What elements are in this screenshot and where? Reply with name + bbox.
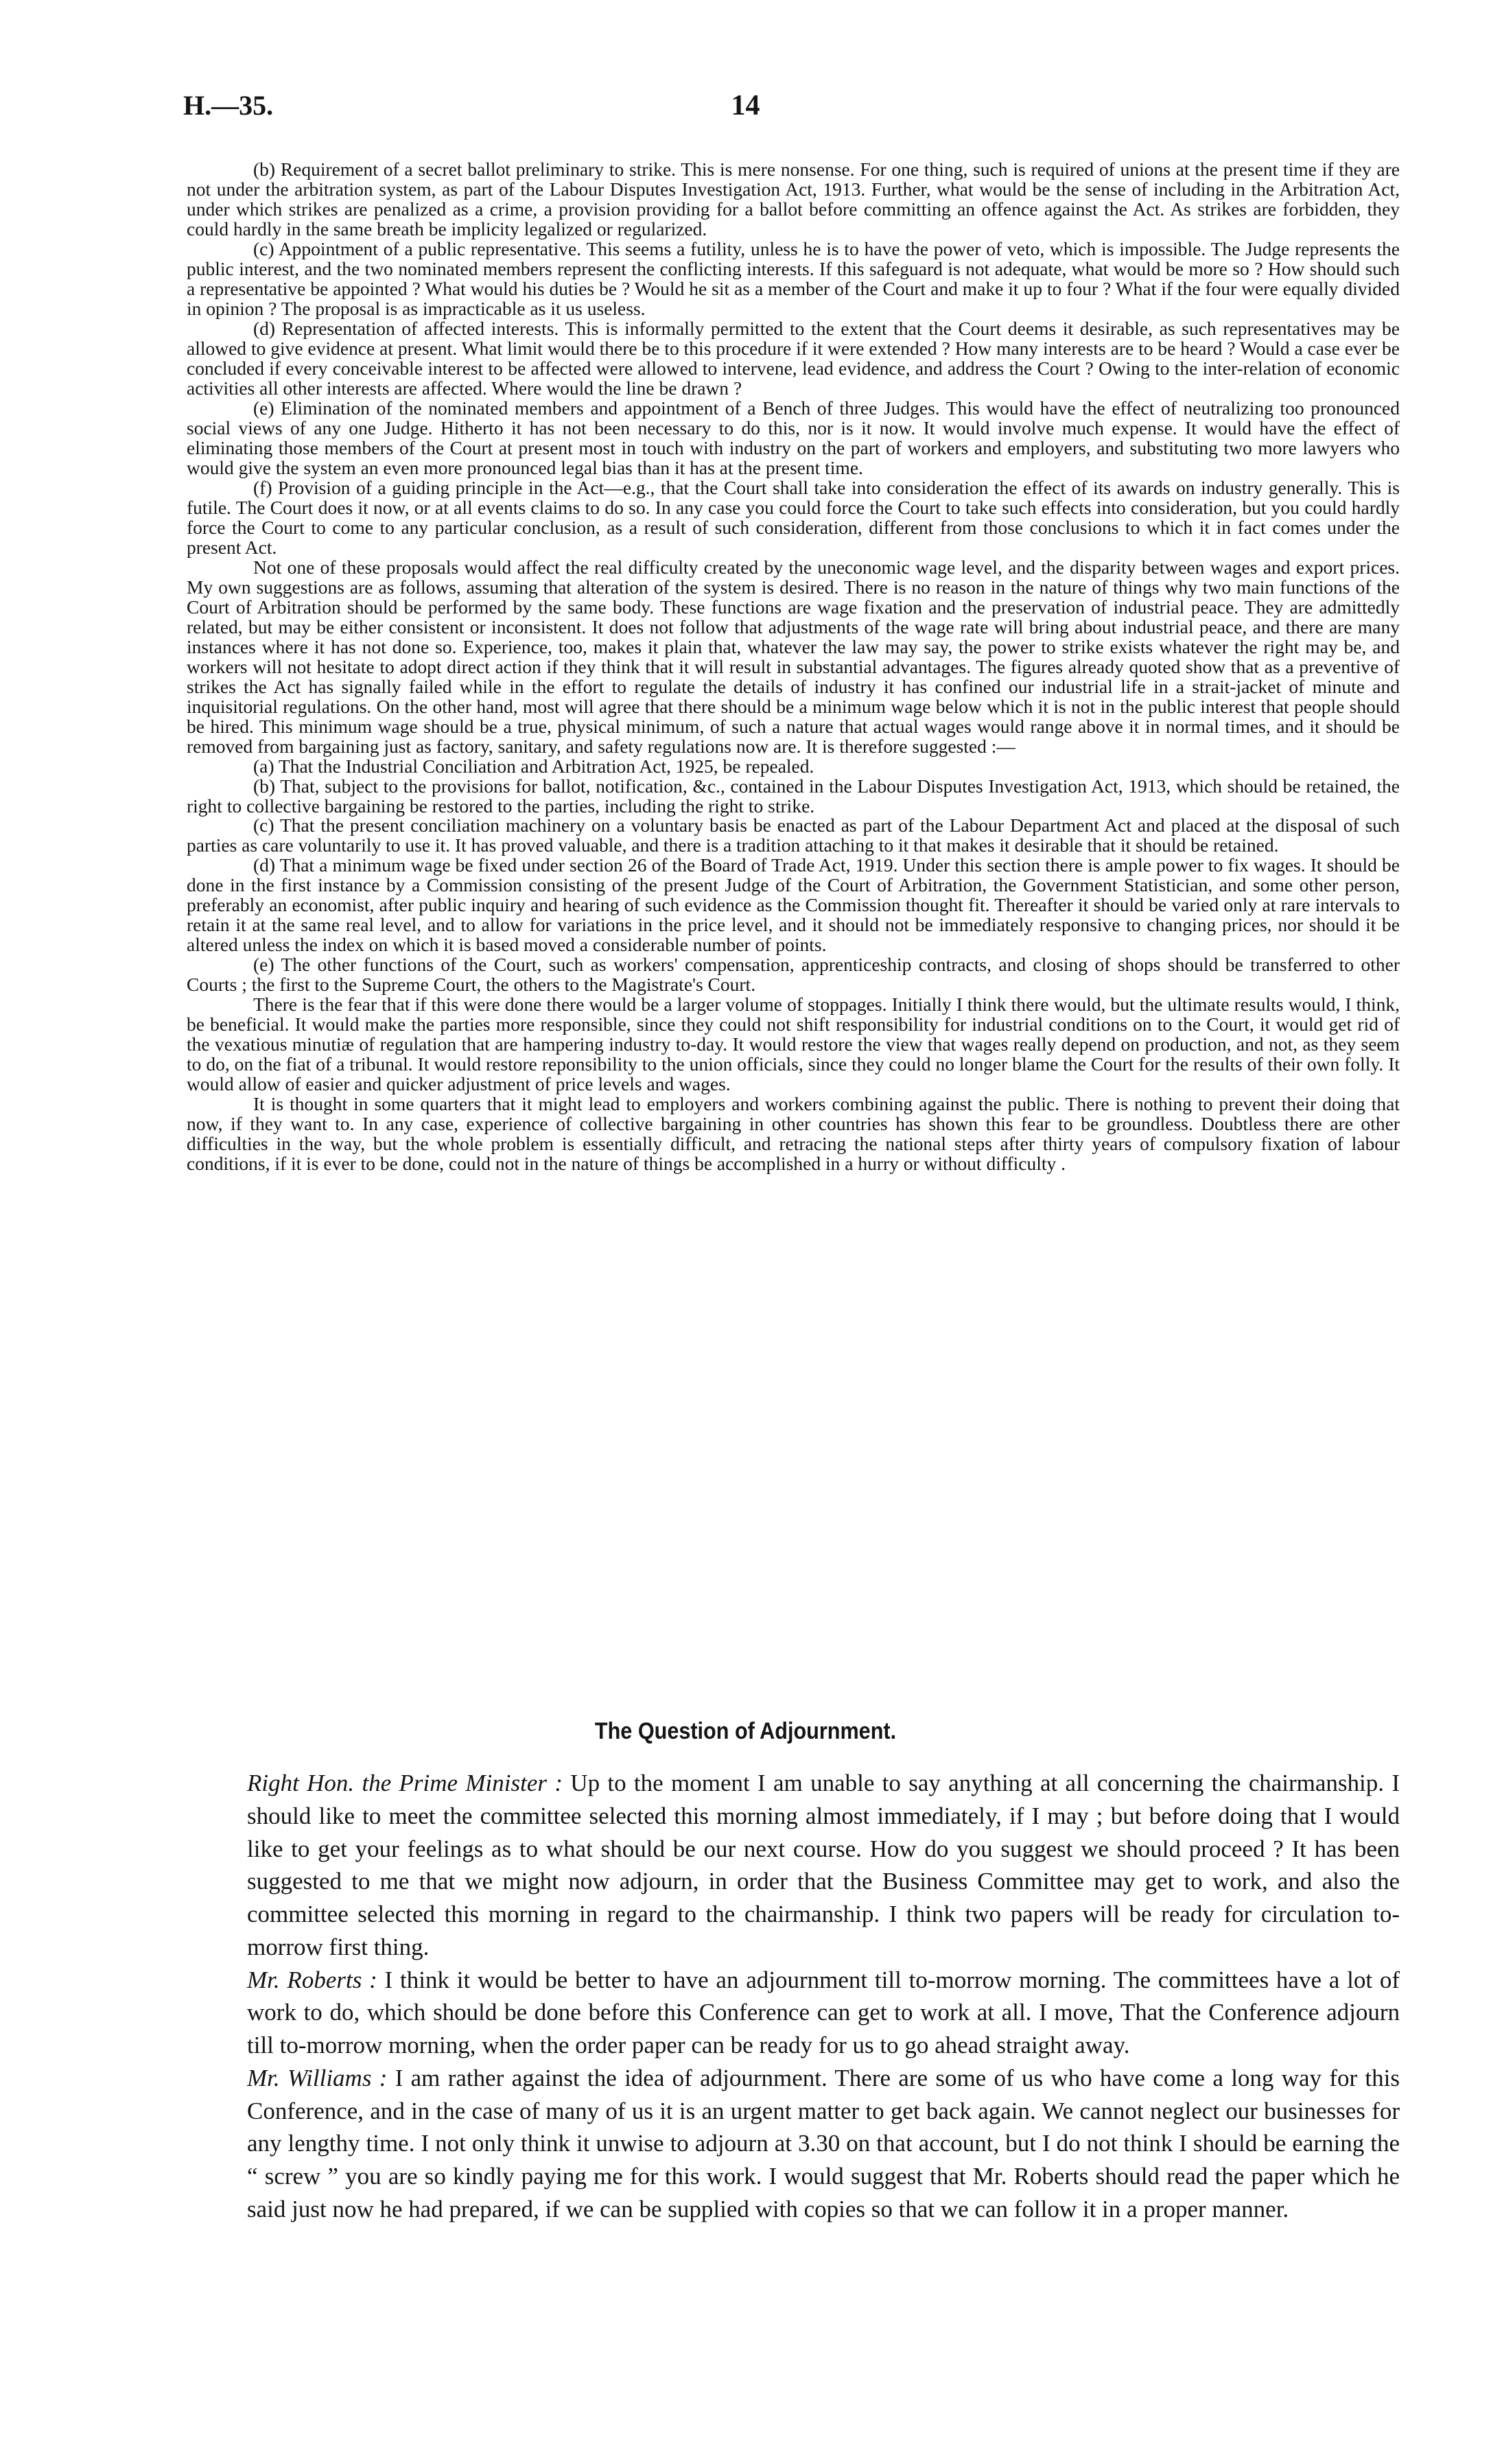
paragraph: (c) That the present conciliation machinery on a voluntary basis be enacted as part of the Labour Department Act and placed at the disposal of such parties as care voluntarily to use it. It has proved valuable, and there is a tradition attaching to it that makes it desirable that it should be retained. [187,814,1400,856]
paragraph: (b) Requirement of a secret ballot preliminary to strike. This is mere nonsense. For one thing, such is required of unions at the present time if they are not under the arbitration system, as part of the Labour Disputes Investigation Act, 1913. Further, what would be the sense of including in the Arbitration Act, under which strikes are penalized as a crime, a provision providing for a ballot before committing an offence against the Act. As strikes are forbidden, they could hardly in the same breath be implicity legalized or regularized. [187,159,1400,239]
speaker-name: Right Hon. the Prime Minister : [247,1770,563,1796]
evidence-text [187,159,1400,1173]
paragraph: (b) That, subject to the provisions for ballot, notification, &c., contained in the Labour Disputes Investigation Act, 1913, which should be retained, the right to collective bargaining be restored to the parties, including the right to strike. [187,775,1400,817]
paragraph: (f) Provision of a guiding principle in the Act—e.g., that the Court shall take into consideration the effect of its awards on industry generally. This is futile. The Court does it now, or at all events claims to do so. In any case you could force the Court to take such effects into consideration, but you could hardly force the Court to come to any particular conclusion, as a result of such consideration, different from those conclusions to which it in fact comes under the present Act. [187,476,1400,558]
speech [247,1767,1400,1964]
document-reference: H.—35. [183,90,274,121]
section-heading: The Question of Adjournment. [594,1718,897,1744]
paragraph: (d) Representation of affected interests. This is informally permitted to the extent that the Court deems it desirable, as such representatives may be allowed to give evidence at present. What limit would there be to this procedure if it were extended ? How many interests are to be heard ? Would a case ever be concluded if every conceivable interest to be affected were allowed to intervene, lead evidence, and address the Court ? Owing to the inter-relation of economic activities all other interests are affected. Where would the line be drawn ? [187,317,1400,399]
speaker-name: Mr. Williams : [247,2064,388,2091]
running-head [183,89,1308,130]
paragraph: (a) That the Industrial Conciliation and Arbitration Act, 1925, be repealed. [253,755,814,777]
paragraph: (c) Appointment of a public representative. This seems a futility, unless he is to have the power of veto, which is impossible. The Judge represents the public interest, and the two nominated members represent the conflicting interests. If this safeguard is not adequate, what would be more so ? How should such a representative be appointed ? What would his duties be ? Would he sit as a member of the Court and make it up to four ? What if the four were equally divided in opinion ? The proposal is as impracticable as it us useless. [187,237,1400,319]
paragraph: There is the fear that if this were done there would be a larger volume of stoppages. Initially I think there would, but the ultimate results would, I think, be beneficial. It would make the parties more responsible, since they could not shift responsibility for industrial conditions on to the Court, it would get rid of the vexatious minutiæ of regulation that are hampering industry to-day. It would restore the view that wages really depend on production, and not, as they seem to do, on the fiat of a tribunal. It would restore reponsibility to the union officials, since they could no longer blame the Court for the results of their own folly. It would allow of easier and quicker adjustment of price levels and wages. [187,994,1400,1095]
speaker-name: Mr. Roberts : [247,1966,377,1993]
paragraph: (e) The other functions of the Court, such as workers' compensation, apprenticeship contracts, and closing of shops should be transferred to other Courts ; the first to the Supreme Court, the others to the Magistrate's Court. [187,954,1400,996]
paragraph: Not one of these proposals would affect the real difficulty created by the uneconomic wage level, and the disparity between wages and export prices. My own suggestions are as follows, assuming that alteration of the system is desired. There is no reason in the nature of things why two main functions of the Court of Arbitration should be performed by the same body. These functions are wage fixation and the preservation of industrial peace. They are admittedly related, but may be either consistent or inconsistent. It does not follow that adjustments of the wage rate will bring about industrial peace, and there are many instances where it has not done so. Experience, too, makes it plain that, whatever the law may say, the power to strike exists whatever the right may be, and workers will not hesitate to adopt direct action if they think that it will result in substantial advantages. The figures already quoted show that as a preventive of strikes the Act has signally failed while in the effort to regulate the details of industry it has confined our industrial life in a strait-jacket of minute and inquisitorial regulations. On the other hand, most will agree that there should be a minimum wage below which it is not in the public interest that people should be hired. This minimum wage should be a true, physical minimum, of such a nature that actual wages would range above it in normal times, and it should be removed from bargaining just as factory, sanitary, and safety regulations now are. It is therefore suggested :— [187,556,1400,757]
page-number: 14 [731,90,760,121]
paragraph: (d) That a minimum wage be fixed under section 26 of the Board of Trade Act, 1919. Under this section there is ample power to fix wages. It should be done in the first instance by a Commission consisting of the present Judge of the Court of Arbitration, the Government Statistician, and some other person, preferably an economist, after public inquiry and hearing of such evidence as the Commission thought fit. Thereafter it should be varied only at rare intervals to retain it at the same real level, and to allow for variations in the price level, and it should not be immediately responsive to changing prices, nor should it be altered unless the index on which it is based moved a considerable number of points. [187,854,1400,956]
speech-text: I think it would be better to have an adjournment till to-morrow morning. The committees have a lot of work to do, which should be done before this Conference can get to work at all. I move, That the Conference adjourn till to-morrow morning, when the order paper can be ready for us to go ahead straight away. [247,1966,1400,2059]
speech [247,1964,1400,2062]
paragraph: It is thought in some quarters that it might lead to employers and workers combining against the public. There is nothing to prevent their doing that now, if they want to. In any case, experience of collective bargaining in other countries has shown this fear to be groundless. Doubtless there are other difficulties in the way, but the whole problem is essentially difficult, and retracing the national steps after thirty years of compulsory fixation of labour conditions, if it is ever to be done, could not in the nature of things be accomplished in a hurry or without difficulty . [187,1093,1400,1175]
speech-text: Up to the moment I am unable to say anything at all concerning the chairmanship. I should like to meet the committee selected this morning almost immediately, if I may ; but before doing that I would like to get your feelings as to what should be our next course. How do you suggest we should proceed ? It has been suggested to me that we might now adjourn, in order that the Business Committee may get to work, and also the committee selected this morning in regard to the chairmanship. I think two papers will be ready for circulation to-morrow first thing. [247,1770,1400,1960]
speech [247,2062,1400,2226]
speech-text: I am rather against the idea of adjournment. There are some of us who have come a long way for this Conference, and in the case of many of us it is an urgent matter to get back again. We cannot neglect our businesses for any lengthy time. I not only think it unwise to adjourn at 3.30 on that account, but I do not think I should be earning the “ screw ” you are so kindly paying me for this work. I would suggest that Mr. Roberts should read the paper which he said just now he had prepared, if we can be supplied with copies so that we can follow it in a proper manner. [247,2064,1400,2222]
proceedings-text [247,1767,1400,2226]
paragraph: (e) Elimination of the nominated members and appointment of a Bench of three Judges. This would have the effect of neutralizing too pronounced social views of any one Judge. Hitherto it has not been necessary to do this, nor is it now. It would involve much expense. It would have the effect of eliminating those members of the Court at present most in touch with industry on the part of workers and employers, and substituting two more lawyers who would give the system an even more pronounced legal bias than it has at the present time. [187,397,1400,478]
